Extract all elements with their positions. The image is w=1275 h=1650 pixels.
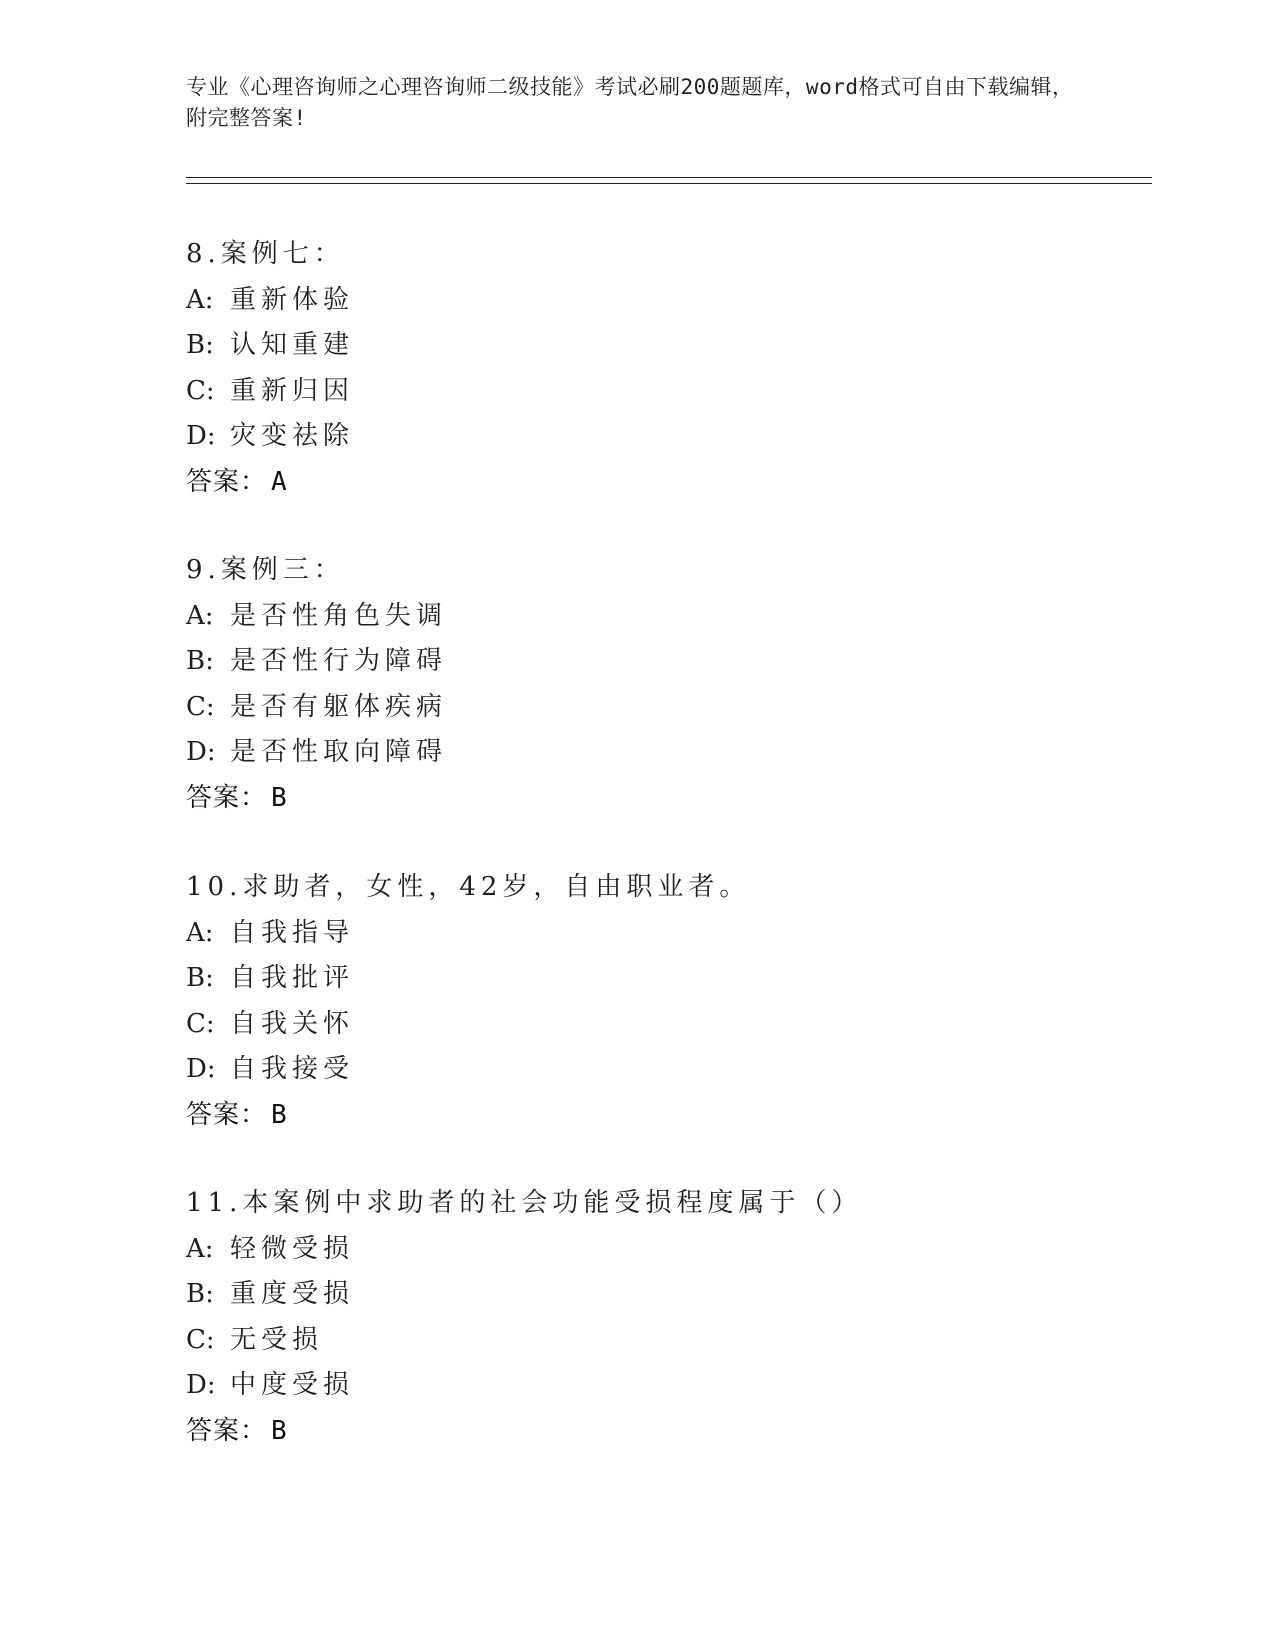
- option-letter: C:: [186, 691, 215, 722]
- answer-line: [186, 1093, 1146, 1139]
- question-8: [186, 232, 1146, 505]
- option-text: 自我接受: [230, 1054, 355, 1084]
- option-text: 是否性角色失调: [230, 600, 448, 631]
- header-divider-top: [186, 177, 1152, 178]
- answer-label: 答案：: [186, 782, 268, 813]
- option-letter: A:: [186, 1233, 214, 1264]
- answer-line: [186, 460, 1146, 506]
- option-d: [186, 730, 1146, 776]
- answer-value: B: [271, 1099, 288, 1130]
- option-text: 自我指导: [230, 917, 355, 948]
- option-a: [186, 594, 1146, 640]
- answer-value: B: [271, 782, 288, 813]
- option-text: 认知重建: [230, 330, 355, 360]
- option-d: [186, 1047, 1146, 1093]
- option-letter: B:: [186, 330, 214, 360]
- option-letter: B:: [186, 646, 214, 676]
- option-c: [186, 1002, 1146, 1048]
- question-title: 9.案例三：: [186, 555, 345, 585]
- option-b: [186, 1272, 1146, 1318]
- option-text: 重新归因: [230, 375, 355, 406]
- option-letter: C:: [186, 1324, 215, 1355]
- option-text: 灾变祛除: [230, 421, 355, 451]
- option-letter: A:: [186, 284, 214, 315]
- document-header: 专业《心理咨询师之心理咨询师二级技能》考试必刷200题题库，word格式可自由下载编辑，附完整答案!: [186, 75, 1074, 130]
- answer-value: B: [271, 1415, 288, 1446]
- option-letter: D:: [186, 737, 216, 767]
- option-text: 是否性行为障碍: [230, 646, 448, 676]
- answer-label: 答案：: [186, 466, 268, 497]
- option-a: [186, 1227, 1146, 1273]
- option-c: [186, 1318, 1146, 1364]
- option-letter: D:: [186, 421, 216, 451]
- question-10: [186, 865, 1146, 1138]
- option-d: [186, 414, 1146, 460]
- option-d: [186, 1363, 1146, 1409]
- answer-value: A: [271, 466, 288, 497]
- option-text: 重度受损: [230, 1279, 355, 1309]
- answer-line: [186, 1409, 1146, 1455]
- answer-label: 答案：: [186, 1415, 268, 1446]
- option-b: [186, 323, 1146, 369]
- option-text: 是否有躯体疾病: [230, 691, 448, 722]
- question-title: 11.本案例中求助者的社会功能受损程度属于（）: [186, 1188, 863, 1218]
- question-title: 8.案例七：: [186, 239, 345, 269]
- option-letter: A:: [186, 917, 214, 948]
- option-letter: B:: [186, 963, 214, 993]
- option-letter: C:: [186, 375, 215, 406]
- question-9: [186, 548, 1146, 821]
- option-letter: A:: [186, 600, 214, 631]
- option-text: 自我关怀: [230, 1008, 355, 1039]
- option-a: [186, 911, 1146, 957]
- option-a: [186, 278, 1146, 324]
- option-text: 重新体验: [230, 284, 355, 315]
- option-letter: B:: [186, 1279, 214, 1309]
- answer-line: [186, 776, 1146, 822]
- option-text: 是否性取向障碍: [230, 737, 448, 767]
- option-c: [186, 685, 1146, 731]
- option-text: 无受损: [230, 1324, 324, 1355]
- option-letter: D:: [186, 1054, 216, 1084]
- question-title: 10.求助者，女性，42岁，自由职业者。: [186, 872, 751, 902]
- option-b: [186, 639, 1146, 685]
- option-letter: D:: [186, 1370, 216, 1400]
- option-b: [186, 956, 1146, 1002]
- header-divider-bottom: [186, 183, 1152, 184]
- option-text: 轻微受损: [230, 1233, 355, 1264]
- option-text: 中度受损: [230, 1370, 355, 1400]
- answer-label: 答案：: [186, 1099, 268, 1130]
- option-letter: C:: [186, 1008, 215, 1039]
- option-text: 自我批评: [230, 963, 355, 993]
- question-11: [186, 1181, 1146, 1454]
- option-c: [186, 369, 1146, 415]
